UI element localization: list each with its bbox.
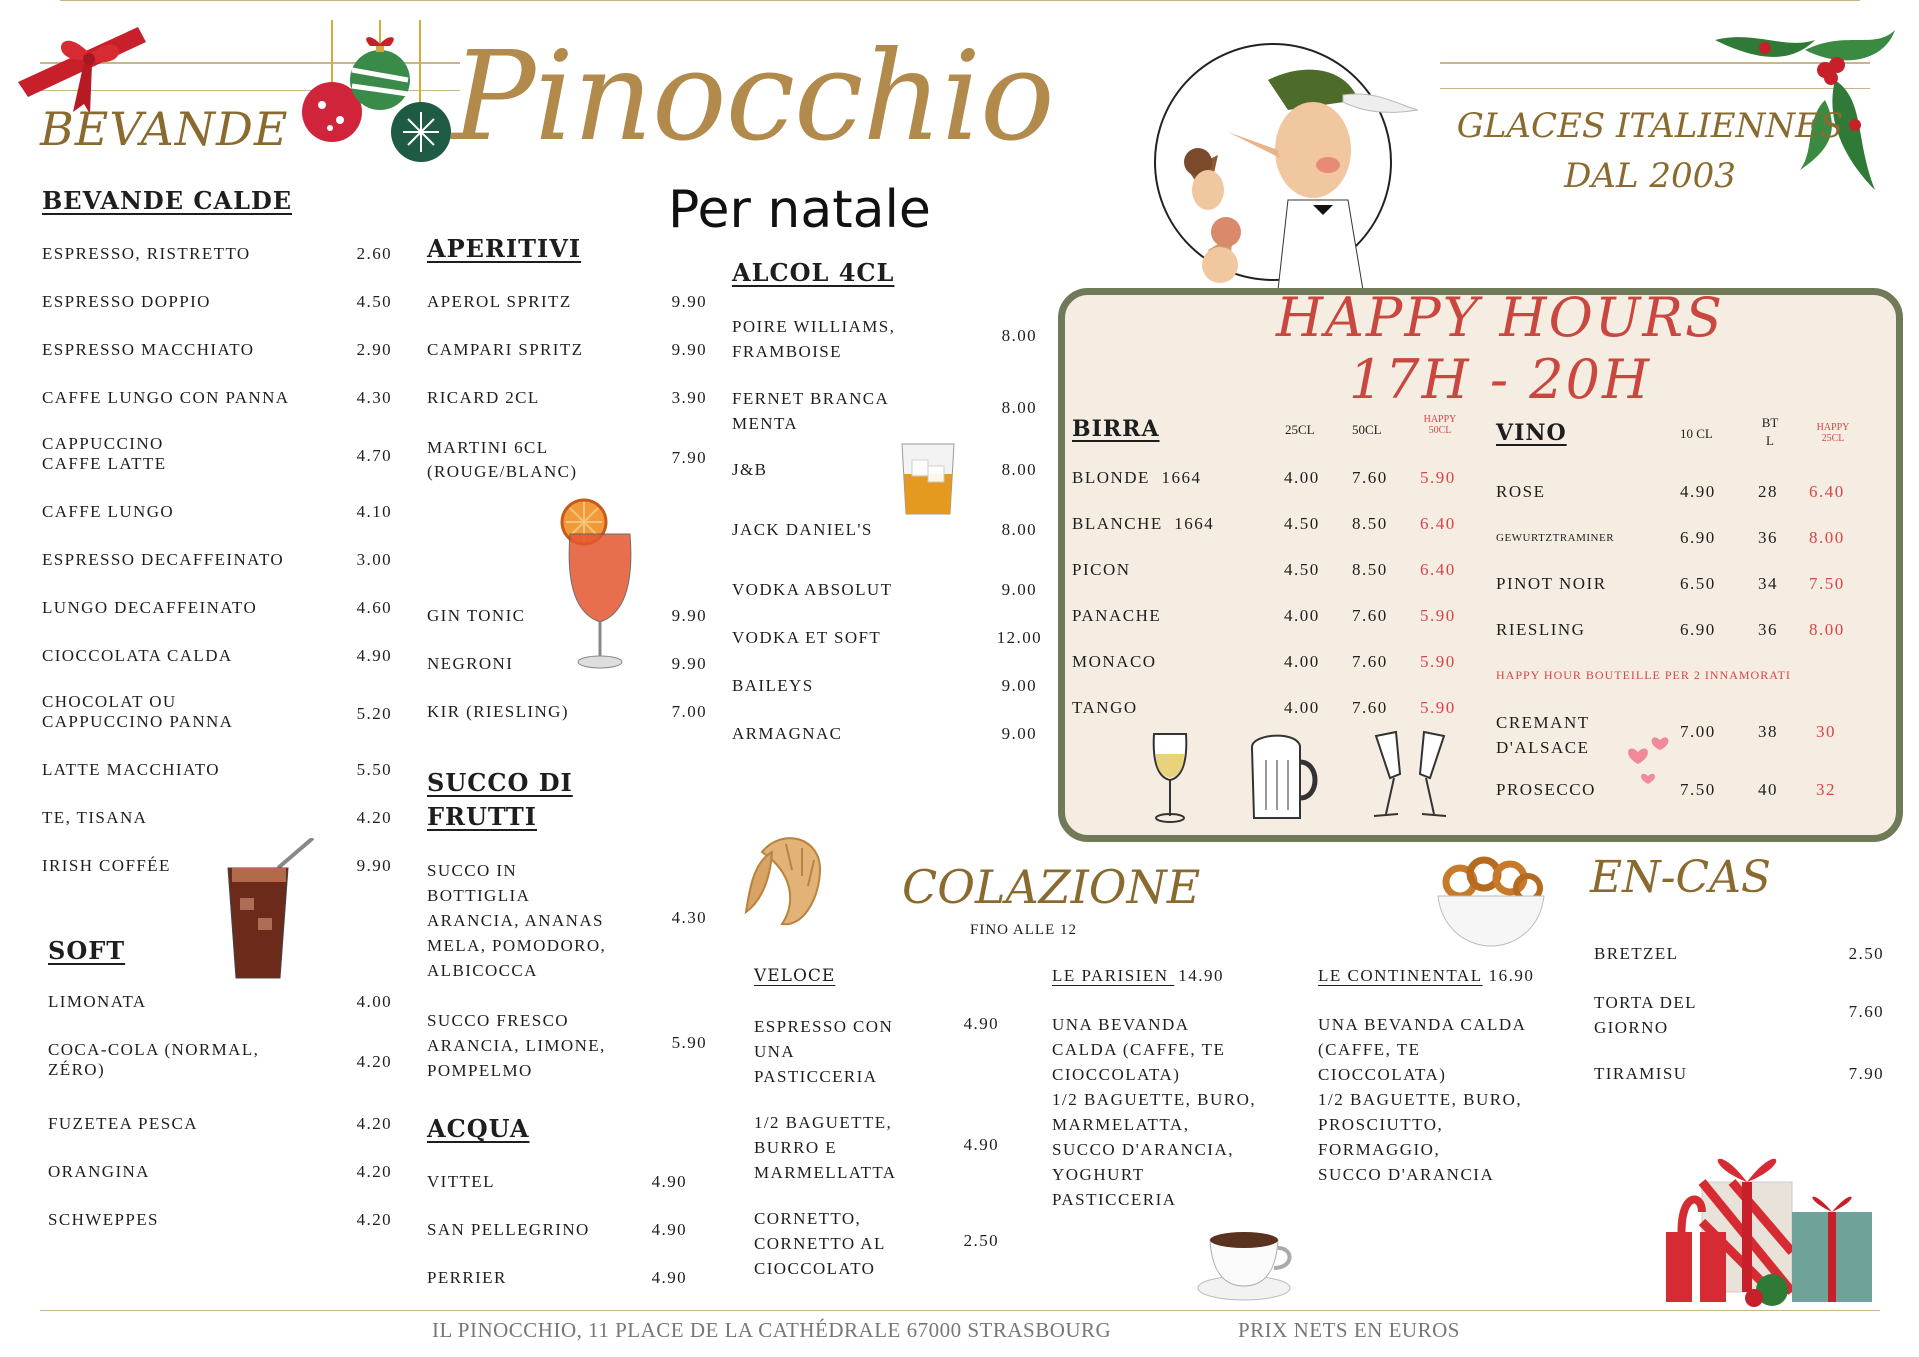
item-name: SAN PELLEGRINO xyxy=(427,1220,590,1239)
continental-price: 16.90 xyxy=(1488,966,1535,985)
coffee-cup-icon xyxy=(1196,1226,1296,1302)
item-price: 4.90 xyxy=(963,1135,999,1154)
parisien-title: LE PARISIEN xyxy=(1052,966,1175,985)
item-name: KIR (RIESLING) xyxy=(427,702,569,721)
item-name: PICON xyxy=(1072,560,1131,579)
item-price: 4.20 xyxy=(356,1114,392,1133)
item-name: CREMANT D'ALSACE xyxy=(1496,713,1590,757)
item-price: 2.50 xyxy=(1848,944,1884,963)
item-name: RIESLING xyxy=(1496,620,1586,639)
price-happy: 6.40 xyxy=(1420,560,1456,579)
item-name: BAILEYS xyxy=(732,676,814,695)
item-name: CAMPARI SPRITZ xyxy=(427,340,584,359)
pinocchio-illustration xyxy=(1148,40,1418,300)
price-happy: 7.50 xyxy=(1809,574,1845,593)
section-title-acqua: ACQUA xyxy=(427,1114,530,1143)
price-btl: 36 xyxy=(1758,528,1778,547)
item-name: J&B xyxy=(732,460,768,479)
happy-hours-time: 17H - 20H xyxy=(1348,348,1652,411)
section-title-aperitivi: APERITIVI xyxy=(427,234,582,263)
item-price: 4.00 xyxy=(356,992,392,1011)
price-happy: 5.90 xyxy=(1420,652,1456,671)
item-price: 4.20 xyxy=(356,1162,392,1181)
price-50cl: 7.60 xyxy=(1352,468,1388,487)
price-happy: 5.90 xyxy=(1420,698,1456,717)
vino-col-10cl: 10 CL xyxy=(1680,426,1713,441)
subtitle: Per natale xyxy=(668,180,931,240)
colazione-title: COLAZIONE xyxy=(902,860,1201,914)
item-price: 8.00 xyxy=(1001,460,1037,479)
price-happy: 6.40 xyxy=(1809,482,1845,501)
glaces-line2: DAL 2003 xyxy=(1564,156,1736,196)
price-25cl: 4.00 xyxy=(1284,698,1320,717)
item-price: 5.20 xyxy=(356,704,392,723)
price-10cl: 4.90 xyxy=(1680,482,1716,501)
price-25cl: 4.50 xyxy=(1284,514,1320,533)
price-50cl: 8.50 xyxy=(1352,560,1388,579)
item-name: MARTINI 6CL (ROUGE/BLANC) xyxy=(427,438,578,481)
wine-glass-icon xyxy=(1150,732,1190,824)
item-price: 4.90 xyxy=(963,1014,999,1033)
item-name: TE, TISANA xyxy=(42,808,148,827)
item-name: APEROL SPRITZ xyxy=(427,292,572,311)
price-10cl: 6.90 xyxy=(1680,620,1716,639)
item-name: SUCCO FRESCO ARANCIA, LIMONE, POMPELMO xyxy=(427,1011,606,1080)
item-name: FUZETEA PESCA xyxy=(48,1114,198,1133)
item-price: 5.50 xyxy=(356,760,392,779)
price-25cl: 4.50 xyxy=(1284,560,1320,579)
item-name: ORANGINA xyxy=(48,1162,150,1181)
item-name: ROSE xyxy=(1496,482,1546,501)
section-title-alcol: ALCOL 4CL xyxy=(732,258,895,287)
price-btl: 36 xyxy=(1758,620,1778,639)
price-10cl: 7.00 xyxy=(1680,722,1716,741)
item-name: CAFFE LUNGO xyxy=(42,502,175,521)
item-name: CAPPUCCINO CAFFE LATTE xyxy=(42,434,167,473)
gift-boxes-icon xyxy=(1662,1112,1882,1312)
item-price: 8.00 xyxy=(1001,398,1037,417)
footer-note: PRIX NETS EN EUROS xyxy=(1238,1318,1460,1342)
item-price: 8.00 xyxy=(1001,326,1037,345)
birra-col-25cl: 25CL xyxy=(1285,422,1315,437)
parisien-price: 14.90 xyxy=(1178,966,1224,985)
item-name: RICARD 2CL xyxy=(427,388,540,407)
price-10cl: 6.90 xyxy=(1680,528,1716,547)
item-price: 9.00 xyxy=(1001,580,1037,599)
item-name: TORTA DEL GIORNO xyxy=(1594,993,1697,1037)
item-price: 4.20 xyxy=(356,808,392,827)
happy-hours-title: HAPPY HOURS xyxy=(1275,286,1725,349)
parisien-text: UNA BEVANDA CALDA (CAFFE, TE CIOCCOLATA) 1/2 BAGUETTE, BURO, MARMELATTA, SUCCO D'ARANCIA, YOGHURT PASTICCERIA xyxy=(1052,1015,1257,1209)
item-name: VITTEL xyxy=(427,1172,495,1191)
item-name: LIMONATA xyxy=(48,992,147,1011)
price-happy: 6.40 xyxy=(1420,514,1456,533)
item-name: ESPRESSO CON UNA PASTICCERIA xyxy=(754,1017,894,1086)
item-name: JACK DANIEL'S xyxy=(732,520,873,539)
item-price: 8.00 xyxy=(1001,520,1037,539)
price-50cl: 7.60 xyxy=(1352,698,1388,717)
colazione-subtitle: FINO ALLE 12 xyxy=(970,922,1077,938)
price-10cl: 7.50 xyxy=(1680,780,1716,799)
veloce-title: VELOCE xyxy=(754,966,836,986)
price-happy: 5.90 xyxy=(1420,606,1456,625)
brand-title: Pinocchio xyxy=(452,25,1054,169)
item-name: VODKA ET SOFT xyxy=(732,628,882,647)
item-price: 4.60 xyxy=(356,598,392,617)
bevande-heading: BEVANDE xyxy=(40,102,289,156)
item-name: CHOCOLAT OU CAPPUCCINO PANNA xyxy=(42,692,234,731)
item-price: 5.90 xyxy=(671,1033,707,1052)
item-name: TANGO xyxy=(1072,698,1138,717)
item-name: IRISH COFFÉE xyxy=(42,856,171,875)
price-50cl: 8.50 xyxy=(1352,514,1388,533)
parisien-heading xyxy=(1052,966,1224,986)
item-name: SCHWEPPES xyxy=(48,1210,159,1229)
spritz-glass-icon xyxy=(556,494,646,672)
champagne-glasses-icon xyxy=(1368,728,1452,824)
vino-col-btl: BT L xyxy=(1761,415,1779,448)
item-price: 9.90 xyxy=(671,340,707,359)
item-name: TIRAMISU xyxy=(1594,1064,1688,1083)
item-price: 7.90 xyxy=(671,448,707,467)
item-price: 4.30 xyxy=(671,908,707,927)
item-name: BRETZEL xyxy=(1594,944,1679,963)
item-price: 7.90 xyxy=(1848,1064,1884,1083)
item-name: VODKA ABSOLUT xyxy=(732,580,893,599)
item-price: 7.00 xyxy=(671,702,707,721)
beer-mug-icon xyxy=(1246,730,1322,824)
item-price: 9.90 xyxy=(671,292,707,311)
price-25cl: 4.00 xyxy=(1284,468,1320,487)
item-name: GIN TONIC xyxy=(427,606,526,625)
price-50cl: 7.60 xyxy=(1352,652,1388,671)
item-price: 3.90 xyxy=(671,388,707,407)
item-price: 4.90 xyxy=(651,1220,687,1239)
hearts-icon xyxy=(1624,730,1674,790)
encas-title: EN-CAS xyxy=(1590,852,1772,903)
price-happy: 8.00 xyxy=(1809,620,1845,639)
soda-glass-icon xyxy=(218,838,318,988)
item-price: 9.90 xyxy=(671,654,707,673)
item-price: 4.90 xyxy=(356,646,392,665)
footer-address: IL PINOCCHIO, 11 PLACE DE LA CATHÉDRALE 67000 STRASBOURG xyxy=(432,1318,1112,1342)
whisky-glass-icon xyxy=(898,438,958,518)
item-name: NEGRONI xyxy=(427,654,514,673)
item-price: 9.90 xyxy=(671,606,707,625)
item-price: 2.50 xyxy=(963,1231,999,1250)
item-price: 4.30 xyxy=(356,388,392,407)
item-name: GEWURTZTRAMINER xyxy=(1496,532,1615,544)
item-price: 4.50 xyxy=(356,292,392,311)
birra-col-happy: HAPPY 50CL xyxy=(1423,414,1457,436)
section-title-birra: BIRRA xyxy=(1072,416,1160,442)
item-name: CORNETTO, CORNETTO AL CIOCCOLATO xyxy=(754,1209,886,1278)
item-price: 3.00 xyxy=(356,550,392,569)
pretzel-bowl-icon xyxy=(1434,852,1548,948)
top-rule xyxy=(60,0,1860,1)
item-name: ESPRESSO DOPPIO xyxy=(42,292,211,311)
item-name: COCA-COLA (NORMAL, ZÉRO) xyxy=(48,1040,260,1079)
item-price: 9.00 xyxy=(1001,676,1037,695)
croissant-icon xyxy=(742,832,840,932)
item-name: PROSECCO xyxy=(1496,780,1596,799)
item-name: POIRE WILLIAMS, FRAMBOISE xyxy=(732,317,896,361)
price-btl: 38 xyxy=(1758,722,1778,741)
item-name: 1/2 BAGUETTE, BURRO E MARMELLATTA xyxy=(754,1113,897,1182)
item-name: ESPRESSO DECAFFEINATO xyxy=(42,550,285,569)
section-title-vino: VINO xyxy=(1496,420,1567,446)
item-price: 9.90 xyxy=(356,856,392,875)
section-title-succo: SUCCO DI FRUTTI xyxy=(427,768,573,831)
item-price: 4.10 xyxy=(356,502,392,521)
price-50cl: 7.60 xyxy=(1352,606,1388,625)
item-name: BLANCHE 1664 xyxy=(1072,514,1215,533)
price-25cl: 4.00 xyxy=(1284,606,1320,625)
price-btl: 34 xyxy=(1758,574,1778,593)
item-price: 4.20 xyxy=(356,1210,392,1229)
item-name: CAFFE LUNGO CON PANNA xyxy=(42,388,290,407)
item-price: 9.00 xyxy=(1001,724,1037,743)
item-price: 2.90 xyxy=(356,340,392,359)
item-name: ESPRESSO, RISTRETTO xyxy=(42,244,251,263)
price-happy: 32 xyxy=(1816,780,1836,799)
footer-rule xyxy=(40,1310,1880,1311)
item-name: SUCCO IN BOTTIGLIA ARANCIA, ANANAS MELA, POMODORO, ALBICOCCA xyxy=(427,861,607,980)
item-name: ARMAGNAC xyxy=(732,724,843,743)
section-title-soft: SOFT xyxy=(48,936,126,965)
price-25cl: 4.00 xyxy=(1284,652,1320,671)
birra-col-50cl: 50CL xyxy=(1352,422,1382,437)
price-happy: 8.00 xyxy=(1809,528,1845,547)
price-10cl: 6.50 xyxy=(1680,574,1716,593)
glaces-line1: GLACES ITALIENNES xyxy=(1456,106,1844,146)
item-name: MONACO xyxy=(1072,652,1157,671)
vino-col-happy: HAPPY 25CL xyxy=(1816,422,1850,444)
price-happy: 5.90 xyxy=(1420,468,1456,487)
item-price: 2.60 xyxy=(356,244,392,263)
item-name: PINOT NOIR xyxy=(1496,574,1607,593)
item-name: ESPRESSO MACCHIATO xyxy=(42,340,255,359)
item-name: LATTE MACCHIATO xyxy=(42,760,220,779)
happy-hour-note: HAPPY HOUR BOUTEILLE PER 2 INNAMORATI xyxy=(1496,668,1791,682)
item-name: CIOCCOLATA CALDA xyxy=(42,646,233,665)
christmas-bauble-icon xyxy=(300,20,460,165)
price-btl: 28 xyxy=(1758,482,1778,501)
price-btl: 40 xyxy=(1758,780,1778,799)
item-name: LUNGO DECAFFEINATO xyxy=(42,598,258,617)
price-happy: 30 xyxy=(1816,722,1836,741)
item-name: PANACHE xyxy=(1072,606,1162,625)
continental-text: UNA BEVANDA CALDA (CAFFE, TE CIOCCOLATA) 1/2 BAGUETTE, BURO, PROSCIUTTO, FORMAGGIO, SUCCO D'ARANCIA xyxy=(1318,1015,1527,1184)
item-price: 4.70 xyxy=(356,446,392,465)
item-price: 4.20 xyxy=(356,1052,392,1071)
item-price: 7.60 xyxy=(1848,1002,1884,1021)
item-name: FERNET BRANCA MENTA xyxy=(732,389,890,433)
item-price: 4.90 xyxy=(651,1268,687,1287)
item-name: PERRIER xyxy=(427,1268,507,1287)
item-price: 4.90 xyxy=(651,1172,687,1191)
christmas-ribbon-icon xyxy=(18,22,148,112)
continental-title: LE CONTINENTAL xyxy=(1318,966,1483,985)
section-title-bevande-calde: BEVANDE CALDE xyxy=(42,186,293,215)
continental-heading xyxy=(1318,966,1534,986)
item-name: BLONDE 1664 xyxy=(1072,468,1202,487)
item-price: 12.00 xyxy=(996,628,1042,647)
